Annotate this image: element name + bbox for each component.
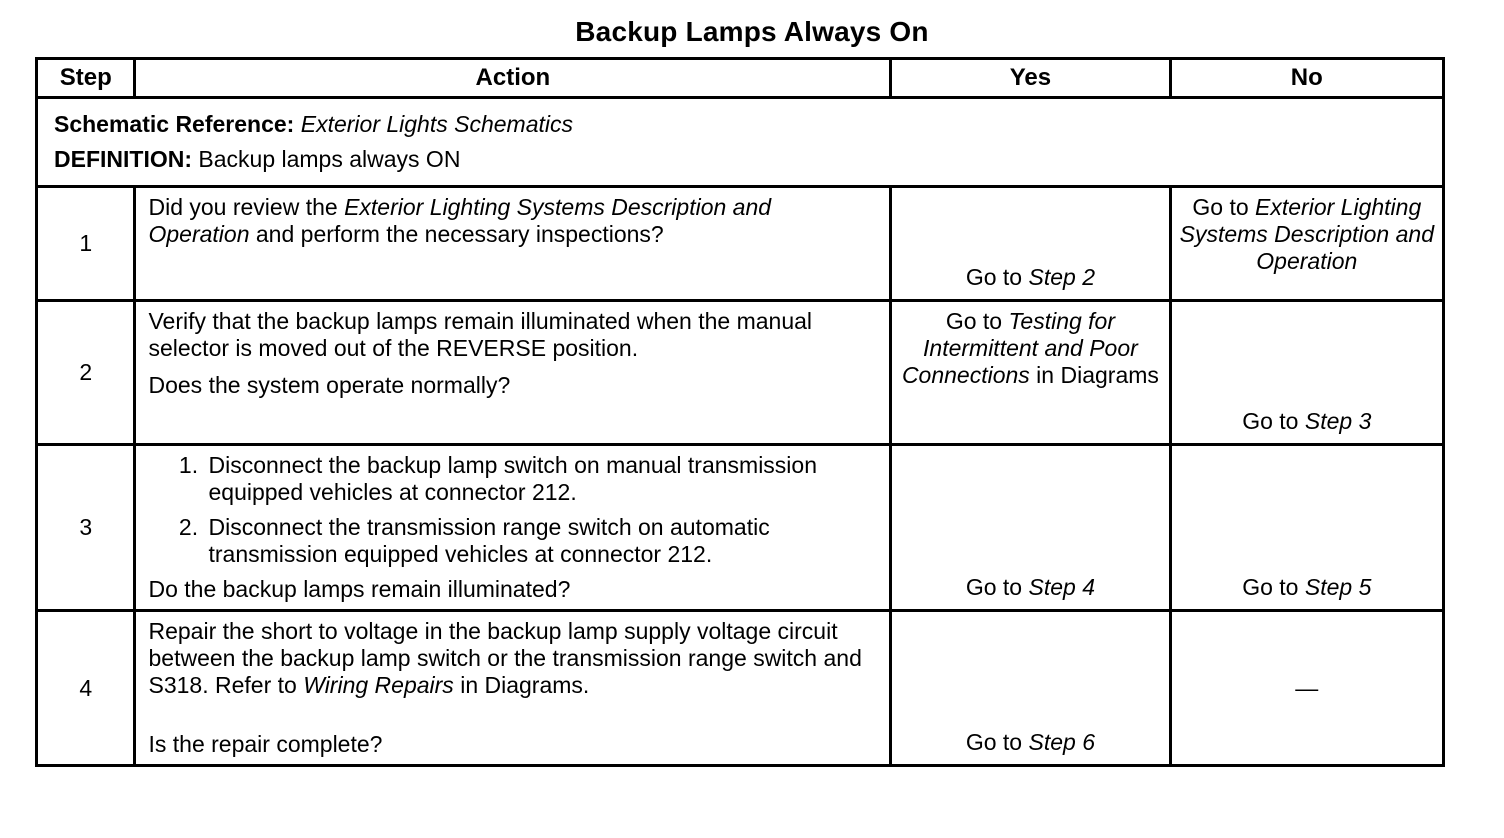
header-step: Step xyxy=(37,59,135,98)
no-link: Step 5 xyxy=(1304,574,1372,600)
no-prefix: Go to xyxy=(1242,574,1305,600)
yes-link: Step 6 xyxy=(1028,729,1095,755)
step-action xyxy=(135,187,891,301)
page-title: Backup Lamps Always On xyxy=(575,16,929,47)
header-no: No xyxy=(1170,59,1443,98)
no-link: Exterior Lighting Systems Description and Operation xyxy=(1179,194,1434,274)
step-yes xyxy=(891,187,1170,301)
step-yes xyxy=(891,301,1170,445)
header-yes: Yes xyxy=(891,59,1170,98)
schematic-value: Exterior Lights Schematics xyxy=(300,111,574,137)
yes-link: Step 2 xyxy=(1028,264,1095,290)
step-number: 4 xyxy=(37,611,135,766)
no-link: Step 3 xyxy=(1304,408,1372,434)
yes-prefix: Go to xyxy=(965,574,1029,600)
action-text: and perform the necessary inspections? xyxy=(249,221,664,247)
step-yes xyxy=(891,611,1170,766)
yes-link: Testing for Intermittent and Poor Connections xyxy=(901,308,1138,388)
table-row xyxy=(37,301,1444,445)
yes-link: Step 4 xyxy=(1028,574,1095,600)
action-text: Repair the short to voltage in the backup lamp supply voltage circuit between the backup lamp switch or the transmission range switch and S318. Refer to xyxy=(148,618,862,698)
yes-suffix: in Diagrams xyxy=(1029,362,1159,388)
list-item: 2. Disconnect the transmission range switch on automatic transmission equipped vehicles at connector 212. xyxy=(204,514,877,568)
action-text: Did you review the xyxy=(148,194,345,220)
step-no xyxy=(1170,301,1443,445)
action-list xyxy=(148,452,877,568)
definition xyxy=(54,142,1426,177)
no-prefix: Go to xyxy=(1192,194,1256,220)
reference-row xyxy=(37,98,1444,187)
yes-prefix: Go to xyxy=(965,264,1029,290)
no-dash: — xyxy=(1295,674,1319,701)
definition-label: DEFINITION: xyxy=(54,146,192,172)
action-question: Do the backup lamps remain illuminated? xyxy=(148,576,571,602)
step-action xyxy=(135,301,891,445)
diagnostic-table xyxy=(35,57,1445,767)
step-no xyxy=(1170,445,1443,611)
step-number: 1 xyxy=(37,187,135,301)
action-reference: Exterior Lighting Systems Description and Operation xyxy=(148,194,772,247)
step-action xyxy=(135,445,891,611)
table-row xyxy=(37,611,1444,766)
table-row xyxy=(37,445,1444,611)
step-no xyxy=(1170,611,1443,766)
action-text: Verify that the backup lamps remain illuminated when the manual selector is moved out of the REVERSE position. xyxy=(148,308,813,361)
list-item: 1. Disconnect the backup lamp switch on manual transmission equipped vehicles at connector 212. xyxy=(204,452,877,506)
table-row xyxy=(37,187,1444,301)
action-reference: Wiring Repairs xyxy=(303,672,454,698)
step-number: 3 xyxy=(37,445,135,611)
schematic-reference xyxy=(54,107,1426,142)
reference-cell xyxy=(37,98,1444,187)
action-question: Is the repair complete? xyxy=(148,731,383,757)
action-text: in Diagrams. xyxy=(453,672,590,698)
step-action xyxy=(135,611,891,766)
step-yes xyxy=(891,445,1170,611)
header-action: Action xyxy=(135,59,891,98)
step-no xyxy=(1170,187,1443,301)
schematic-label: Schematic Reference: xyxy=(54,111,295,137)
yes-prefix: Go to xyxy=(965,729,1029,755)
definition-value: Backup lamps always ON xyxy=(198,146,461,172)
no-prefix: Go to xyxy=(1242,408,1305,434)
header-row xyxy=(37,59,1444,98)
yes-prefix: Go to xyxy=(945,308,1009,334)
step-number: 2 xyxy=(37,301,135,445)
action-question: Does the system operate normally? xyxy=(148,372,511,398)
